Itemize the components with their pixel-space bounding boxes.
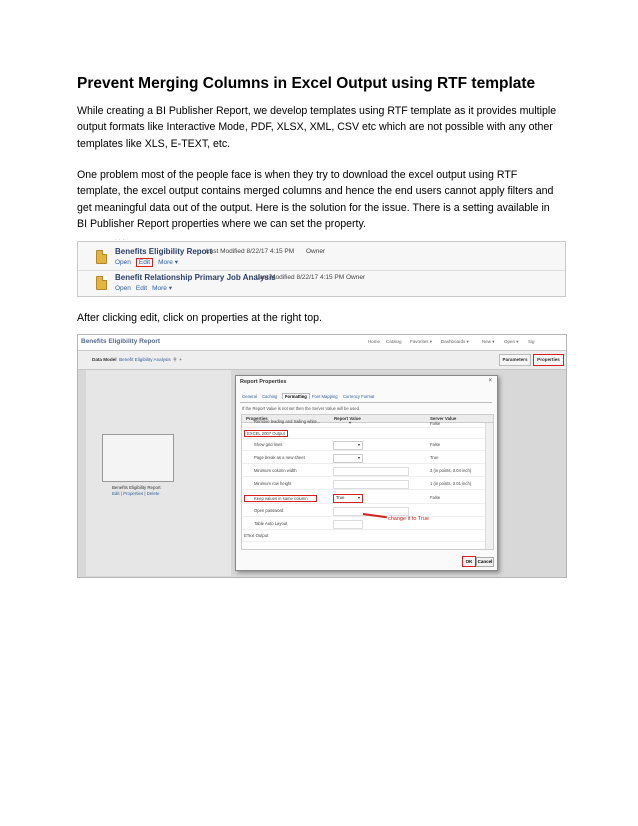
edit-link-highlighted[interactable]: Edit	[136, 258, 153, 267]
chevron-down-icon: ▾	[357, 455, 360, 460]
edit-link[interactable]: Edit	[135, 285, 148, 292]
page-title: Prevent Merging Columns in Excel Output using RTF template	[77, 75, 536, 92]
table-row	[242, 421, 486, 428]
section-etext-output: EText Output	[244, 533, 269, 538]
report-modified: Last Modified 8/22/17 4:15 PM	[256, 274, 345, 281]
properties-grid	[241, 414, 494, 550]
open-link[interactable]: Open	[115, 285, 131, 292]
paragraph-instruction: After clicking edit, click on properties at the right top.	[77, 312, 322, 324]
keep-values-select[interactable]: True ▾	[333, 494, 363, 503]
table-row	[242, 466, 486, 477]
report-actions	[115, 284, 177, 292]
report-name[interactable]: Benefit Relationship Primary Job Analysis	[115, 273, 276, 282]
data-model-value[interactable]: Benefit Eligibility Analysis	[119, 357, 171, 362]
property-name: Show grid lines	[254, 442, 283, 447]
more-menu[interactable]: More ▾	[152, 285, 172, 292]
table-row	[242, 479, 486, 490]
tab-currency-format[interactable]: Currency Format	[343, 394, 375, 399]
data-model-label: Data Model Benefit Eligibility Analysis ⚲ +	[92, 357, 182, 362]
nav-sign[interactable]: Sig	[528, 339, 535, 344]
property-name: Minimum row height	[254, 481, 292, 486]
tab-general[interactable]: General	[242, 394, 257, 399]
chevron-down-icon: ▾	[357, 442, 360, 447]
report-actions	[115, 258, 183, 266]
report-value-select[interactable]	[333, 441, 363, 450]
report-owner: Owner	[306, 248, 326, 255]
tab-formatting[interactable]: Formatting	[282, 393, 310, 399]
annotation-text: change it to True	[388, 516, 429, 522]
report-document-icon	[96, 250, 107, 264]
server-value: False	[430, 442, 441, 447]
report-row	[78, 270, 565, 295]
header-server-value: Server Value	[430, 416, 457, 421]
add-icon[interactable]: +	[179, 357, 182, 362]
nav-new[interactable]: New ▾	[482, 339, 495, 344]
ok-button[interactable]: OK	[462, 556, 476, 567]
table-row	[242, 428, 486, 439]
tab-font-mapping[interactable]: Font Mapping	[312, 394, 338, 399]
chevron-down-icon: ▾	[357, 495, 360, 500]
dialog-note: If the Report Value is not set then the Server Value will be used.	[242, 406, 361, 411]
report-document-icon	[96, 276, 107, 290]
cut-off-row: · · ·	[115, 237, 125, 243]
paragraph-intro: While creating a BI Publisher Report, we develop templates using RTF template as it provides multiple output formats like Interactive Mode, PDF, XLSX, XML, CSV etc which are not possible with any other templates like XLS, E-TEXT, etc.	[77, 105, 557, 150]
nav-open[interactable]: Open ▾	[504, 339, 519, 344]
section-excel-2007: EXCEL 2007 Output	[244, 430, 288, 437]
grid-scrollbar[interactable]	[485, 423, 493, 549]
report-value-input[interactable]	[333, 467, 409, 476]
server-value: False	[430, 421, 441, 426]
tab-caching[interactable]: Caching	[262, 394, 278, 399]
server-value: 3 (in points, 0.04 inch)	[430, 468, 472, 473]
nav-dashboards[interactable]: Dashboards ▾	[441, 339, 469, 344]
property-name: Open password	[254, 508, 284, 513]
table-row	[242, 453, 486, 464]
close-icon[interactable]: ×	[488, 378, 492, 384]
table-row	[242, 493, 486, 504]
server-value: True	[430, 455, 439, 460]
editor-toolbar	[78, 351, 566, 370]
report-row	[78, 245, 565, 269]
property-name: Table Auto Layout	[254, 521, 288, 526]
thumbnail-name: Benefits Eligibility Report	[112, 485, 161, 490]
report-value-input[interactable]	[333, 480, 409, 489]
app-title: Benefits Eligibility Report	[81, 338, 161, 345]
app-header	[78, 335, 566, 351]
table-row	[242, 519, 486, 530]
layout-panel	[86, 370, 231, 576]
server-value: False	[430, 495, 441, 500]
report-value-select[interactable]	[333, 454, 363, 463]
screenshot-report-editor	[77, 334, 567, 578]
header-properties: Properties	[246, 416, 268, 421]
nav-home[interactable]: Home	[368, 339, 381, 344]
dialog-tabs	[240, 394, 492, 403]
nav-catalog[interactable]: Catalog	[386, 339, 402, 344]
paragraph-problem: One problem most of the people face is when they try to download the excel output using RTF template, the excel output contains merged columns and hence the end users cannot apply filters and get meaningful data out of the output. Here is the solution for the issue. There is a setting available in BI Publisher Report properties where we can set the property.	[77, 169, 554, 230]
more-menu[interactable]: More ▾	[158, 259, 178, 266]
report-modified: Last Modified 8/22/17 4:15 PM	[206, 248, 295, 255]
layout-thumbnail[interactable]	[102, 434, 174, 482]
search-icon[interactable]: ⚲	[173, 357, 177, 362]
property-name: Remove leading and trailing white...	[254, 419, 321, 424]
report-owner: Owner	[346, 274, 366, 281]
property-keep-values-in-same-column: Keep values in same column	[244, 495, 317, 502]
report-properties-dialog	[235, 375, 498, 571]
header-report-value: Report Value	[334, 416, 361, 421]
property-name: Page break as a new sheet	[254, 455, 305, 460]
open-link[interactable]: Open	[115, 259, 131, 266]
property-name: Minimum column width	[254, 468, 297, 473]
cancel-button[interactable]: Cancel	[476, 557, 494, 567]
thumbnail-actions[interactable]: Edit | Properties | Delete	[112, 491, 160, 496]
table-row	[242, 531, 486, 542]
properties-button[interactable]: Properties	[533, 354, 564, 366]
parameters-button[interactable]: Parameters	[499, 354, 531, 366]
table-row	[242, 440, 486, 451]
table-row	[242, 506, 486, 517]
screenshot-catalog	[77, 237, 566, 297]
nav-favorites[interactable]: Favorites ▾	[410, 339, 433, 344]
report-name[interactable]: Benefits Eligibility Report	[115, 247, 213, 256]
report-value-input[interactable]	[333, 520, 363, 529]
dialog-title: Report Properties	[240, 379, 287, 385]
chevron-down-icon[interactable]: ▾	[349, 420, 352, 425]
server-value: 1 (in points, 0.01 inch)	[430, 481, 472, 486]
